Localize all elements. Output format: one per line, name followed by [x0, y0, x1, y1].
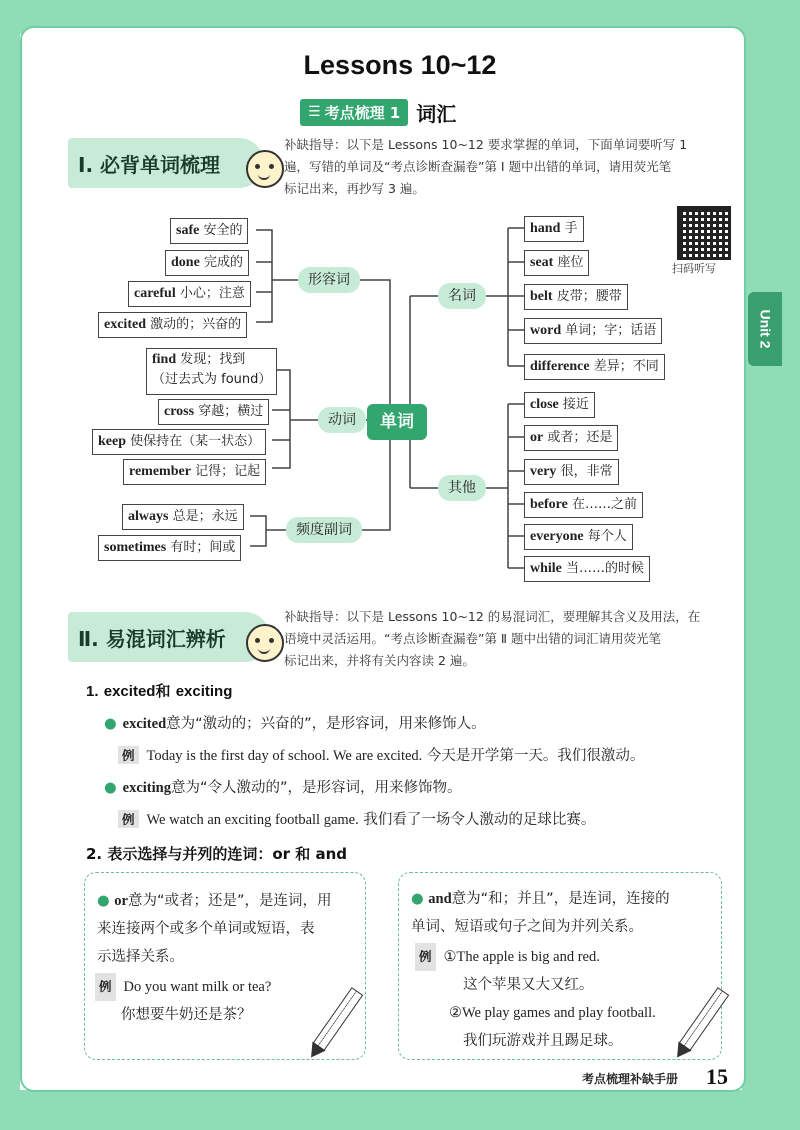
footer-label: 考点梳理补缺手册	[582, 1072, 679, 1086]
example-exciting: 例 We watch an exciting football game. 我们看了一场令人激动的足球比赛。	[118, 808, 595, 829]
example-excited: 例 Today is the first day of school. We are excited. 今天是开学第一天。我们很激动。	[118, 744, 644, 765]
section1-header: Ⅰ. 必背单词梳理	[68, 138, 264, 188]
topic-label: 词汇	[416, 101, 457, 126]
menu-icon: ☰	[308, 104, 321, 120]
topic-badge: ☰ 考点梳理 1	[300, 99, 408, 126]
word-box: while 当……的时候	[524, 556, 650, 582]
word-box: close 接近	[524, 392, 595, 418]
or-description: ● or意为“或者；还是”，是连词，用 来连接两个或多个单词或短语，表 示选择关系。	[97, 893, 332, 965]
category-verb: 动词	[318, 407, 366, 433]
and-box	[398, 872, 722, 1060]
page-number: 15	[706, 1064, 728, 1089]
or-example: 例 Do you want milk or tea? 你想要牛奶还是茶？	[95, 973, 271, 1029]
word-box: always 总是；永远	[122, 504, 244, 530]
word-box: sometimes 有时；间或	[98, 535, 241, 561]
word-box: find 发现；找到 （过去式为 found）	[146, 348, 277, 395]
word-box: cross 穿越；横过	[158, 399, 269, 425]
center-node: 单词	[367, 404, 427, 440]
item2-heading: 2. 表示选择与并列的连词：or 和 and	[86, 845, 348, 863]
section2-guide: 补缺指导：以下是 Lessons 10~12 的易混词汇，要理解其含义及用法，在 语境中灵活运用。“考点诊断查漏卷”第 Ⅱ 题中出错的词汇请用荧光笔 标记出来，并将有关内容读 2 遍。	[284, 609, 701, 668]
pencil-icon	[679, 987, 729, 1051]
bullet-dot-icon: ●	[411, 891, 424, 907]
word-box: belt 皮带；腰带	[524, 284, 628, 310]
frame-bottom	[0, 1090, 800, 1130]
bullet-excited: ● excited意为“激动的；兴奋的”，是形容词，用来修饰人。	[104, 716, 486, 732]
word-box: difference 差异；不同	[524, 354, 665, 380]
word-box: or 或者；还是	[524, 425, 618, 451]
word-box: everyone 每个人	[524, 524, 633, 550]
word-box: keep 使保持在（某一状态）	[92, 429, 266, 455]
word-box: done 完成的	[165, 250, 249, 276]
and-example: 例 ①The apple is big and red. 这个苹果又大又红。 ②We play games and play football. 我们玩游戏并且踢足球。	[415, 943, 656, 1055]
section1-guide: 补缺指导：以下是 Lessons 10~12 要求掌握的单词，下面单词要听写 1 遍，写错的单词及“考点诊断查漏卷”第 Ⅰ 题中出错的单词，请用荧光笔 标记出来，再抄写 3 遍。	[284, 137, 688, 196]
word-box: excited 激动的；兴奋的	[98, 312, 247, 338]
word-box: remember 记得；记起	[123, 459, 266, 485]
unit-tab[interactable]: Unit 2	[748, 292, 782, 366]
bullet-dot-icon: ●	[104, 716, 117, 732]
section2-header: Ⅱ. 易混词汇辨析	[68, 612, 270, 662]
pencil-icon	[313, 987, 363, 1051]
page-title: Lessons 10~12	[303, 50, 497, 80]
category-adj: 形容词	[298, 267, 360, 293]
word-box: careful 小心；注意	[128, 281, 251, 307]
category-noun: 名词	[438, 283, 486, 309]
category-freq: 频度副词	[286, 517, 362, 543]
word-box: hand 手	[524, 216, 584, 242]
and-description: ● and意为“和；并且”，是连词，连接的 单词、短语或句子之间为并列关系。	[411, 891, 670, 935]
category-other: 其他	[438, 475, 486, 501]
word-box: word 单词；字；话语	[524, 318, 662, 344]
word-box: seat 座位	[524, 250, 589, 276]
word-box: very 很，非常	[524, 459, 619, 485]
qr-label: 扫码听写	[672, 262, 716, 275]
bullet-dot-icon: ●	[97, 893, 110, 909]
item1-heading: 1. excited和 exciting	[86, 682, 233, 700]
bullet-exciting: ● exciting意为“令人激动的”，是形容词，用来修饰物。	[104, 780, 462, 796]
bullet-dot-icon: ●	[104, 780, 117, 796]
cartoon-face-icon	[246, 624, 284, 662]
or-box	[84, 872, 366, 1060]
word-box: safe 安全的	[170, 218, 248, 244]
word-box: before 在……之前	[524, 492, 643, 518]
